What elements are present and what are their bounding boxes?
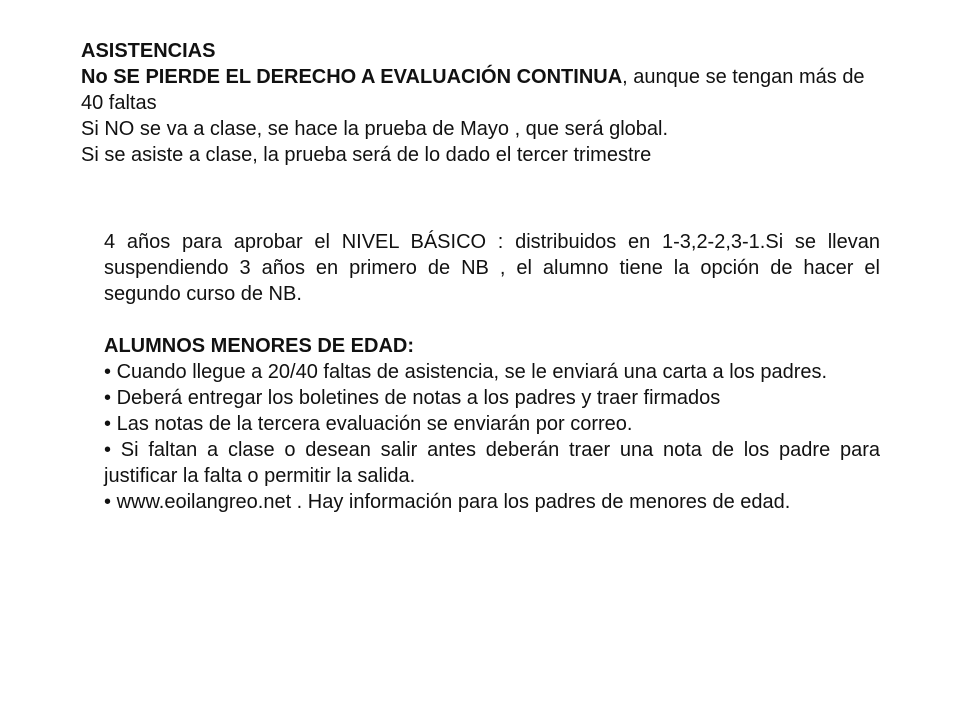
list-item bbox=[104, 359, 880, 385]
basic-level-section bbox=[104, 229, 880, 515]
list-item bbox=[104, 489, 880, 515]
continuous-evaluation-rule-rest: , aunque se tengan más de 40 faltas bbox=[81, 66, 865, 114]
list-item bbox=[104, 411, 880, 437]
list-item-text: Cuando llegue a 20/40 faltas de asistencia, se le enviará una carta a los padres. bbox=[116, 361, 828, 383]
attendance-section bbox=[81, 38, 881, 168]
basic-level-intro: 4 años para aprobar el NIVEL BÁSICO : distribuidos en 1-3,2-2,3-1.Si se llevan suspendiendo 3 años en primero de NB , el alumno tiene la opción de hacer el segundo curso de NB. bbox=[104, 231, 880, 305]
list-item bbox=[104, 385, 880, 411]
bullet-icon: • bbox=[104, 491, 112, 513]
bullet-icon: • bbox=[104, 387, 112, 409]
continuous-evaluation-rule bbox=[81, 64, 881, 116]
minors-heading: ALUMNOS MENORES DE EDAD: bbox=[104, 335, 415, 357]
no-attendance-line: Si NO se va a clase, se hace la prueba de Mayo , que será global. bbox=[81, 118, 669, 140]
list-item bbox=[104, 437, 880, 489]
bullet-icon: • bbox=[104, 361, 112, 383]
continuous-evaluation-rule-bold: No SE PIERDE EL DERECHO A EVALUACIÓN CONTINUA bbox=[81, 66, 623, 88]
list-item-text: Las notas de la tercera evaluación se enviarán por correo. bbox=[116, 413, 633, 435]
list-item-text: Deberá entregar los boletines de notas a los padres y traer firmados bbox=[116, 387, 721, 409]
section-spacer bbox=[104, 307, 880, 333]
list-item-text: Si faltan a clase o desean salir antes deberán traer una nota de los padre para justificar la falta o permitir la salida. bbox=[104, 439, 881, 487]
list-item-text: www.eoilangreo.net . Hay información para los padres de menores de edad. bbox=[116, 491, 791, 513]
attendance-heading: ASISTENCIAS bbox=[81, 40, 216, 62]
attendance-line: Si se asiste a clase, la prueba será de lo dado el tercer trimestre bbox=[81, 144, 652, 166]
bullet-icon: • bbox=[104, 439, 112, 461]
bullet-icon: • bbox=[104, 413, 112, 435]
